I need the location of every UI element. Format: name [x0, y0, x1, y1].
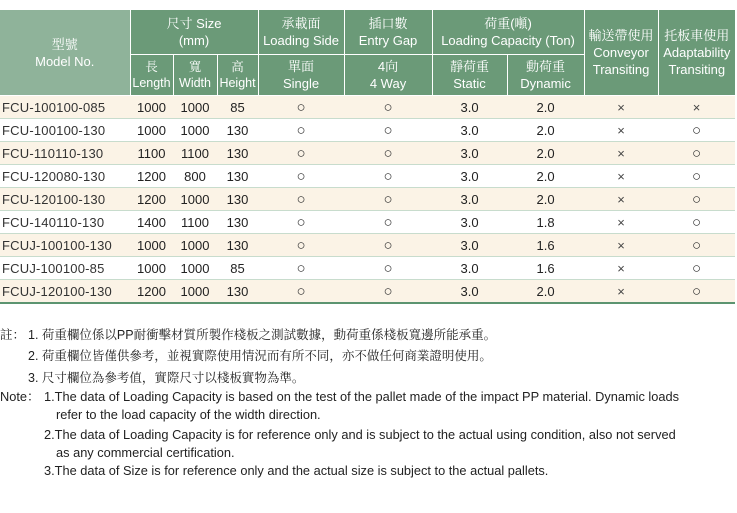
- cell-length: 1200: [130, 188, 173, 211]
- cell-4way: ○: [344, 234, 432, 257]
- header-dynamic-en: Dynamic: [520, 76, 571, 91]
- cell-length: 1000: [130, 96, 173, 119]
- cell-static: 3.0: [432, 211, 507, 234]
- cell-length: 1000: [130, 234, 173, 257]
- note-zh-3: 3. 尺寸欄位為參考值，實際尺寸以棧板實物為準。: [28, 371, 305, 385]
- cell-model: FCU-100100-085: [0, 96, 130, 119]
- header-4way-en: 4 Way: [369, 76, 407, 91]
- cell-model: FCU-120100-130: [0, 188, 130, 211]
- cell-single: ○: [258, 119, 344, 142]
- header-static-en: Static: [453, 76, 486, 91]
- cell-static: 3.0: [432, 96, 507, 119]
- cell-height: 130: [217, 165, 258, 188]
- header-width-en: Width: [179, 76, 211, 90]
- table-row: [0, 96, 735, 119]
- cell-adaptability: ○: [658, 119, 735, 142]
- table-row: [0, 142, 735, 165]
- header-loading-capacity: [432, 10, 584, 55]
- cell-conveyor: ×: [584, 188, 658, 211]
- header-entry-gap-en: Entry Gap: [358, 33, 418, 48]
- note-en-1-cont: refer to the load capacity of the width direction.: [56, 407, 321, 422]
- cell-static: 3.0: [432, 280, 507, 304]
- table-row: [0, 257, 735, 280]
- cell-model: FCUJ-120100-130: [0, 280, 130, 304]
- cell-adaptability: ○: [658, 188, 735, 211]
- cell-adaptability: ○: [658, 142, 735, 165]
- header-model-zh: 型號: [51, 36, 78, 52]
- cell-model: FCU-140110-130: [0, 211, 130, 234]
- cell-single: ○: [258, 211, 344, 234]
- header-model: [0, 10, 130, 96]
- cell-width: 1000: [173, 96, 217, 119]
- header-size-zh: 尺寸 Size: [166, 16, 222, 31]
- header-width-zh: 寬: [188, 60, 202, 74]
- header-loading-side: [258, 10, 344, 55]
- cell-adaptability: ○: [658, 257, 735, 280]
- header-height: [217, 55, 258, 96]
- note-zh-2: 2. 荷重欄位皆僅供參考，並視實際使用情況而有所不同，亦不做任何商業證明使用。: [28, 349, 492, 363]
- cell-conveyor: ×: [584, 280, 658, 304]
- header-adaptability-zh: 托板車使用: [664, 28, 730, 43]
- cell-dynamic: 1.8: [507, 211, 584, 234]
- cell-single: ○: [258, 257, 344, 280]
- cell-dynamic: 2.0: [507, 280, 584, 304]
- header-single: [258, 55, 344, 96]
- cell-adaptability: ○: [658, 211, 735, 234]
- cell-length: 1000: [130, 119, 173, 142]
- header-adaptability-en: Adaptability: [663, 45, 731, 60]
- note-en-2-cont: as any commercial certification.: [56, 445, 235, 460]
- cell-height: 130: [217, 142, 258, 165]
- cell-static: 3.0: [432, 234, 507, 257]
- cell-single: ○: [258, 165, 344, 188]
- cell-4way: ○: [344, 119, 432, 142]
- cell-dynamic: 2.0: [507, 142, 584, 165]
- table-row: [0, 234, 735, 257]
- cell-single: ○: [258, 142, 344, 165]
- note-en-3: 3.The data of Size is for reference only and the actual size is subject to the actual pallets.: [44, 463, 549, 478]
- cell-dynamic: 2.0: [507, 96, 584, 119]
- cell-conveyor: ×: [584, 257, 658, 280]
- header-dynamic-zh: 動荷重: [526, 59, 566, 74]
- cell-adaptability: ○: [658, 280, 735, 304]
- cell-adaptability: ×: [658, 96, 735, 119]
- cell-height: 130: [217, 188, 258, 211]
- cell-dynamic: 1.6: [507, 234, 584, 257]
- header-single-zh: 單面: [288, 59, 315, 74]
- table-body: [0, 96, 735, 304]
- cell-static: 3.0: [432, 257, 507, 280]
- header-model-en: Model No.: [35, 53, 95, 69]
- cell-length: 1100: [130, 142, 173, 165]
- cell-4way: ○: [344, 211, 432, 234]
- cell-single: ○: [258, 280, 344, 304]
- header-entry-gap-zh: 插口數: [368, 16, 408, 31]
- cell-static: 3.0: [432, 119, 507, 142]
- note-zh-prefix: 註：: [0, 328, 26, 342]
- cell-length: 1200: [130, 165, 173, 188]
- cell-height: 85: [217, 96, 258, 119]
- cell-width: 1000: [173, 280, 217, 304]
- note-zh-1: 1. 荷重欄位係以PP耐衝擊材質所製作棧板之測試數據，動荷重係棧板寬邊所能承重。: [28, 328, 497, 342]
- cell-adaptability: ○: [658, 234, 735, 257]
- cell-height: 130: [217, 119, 258, 142]
- cell-height: 85: [217, 257, 258, 280]
- cell-length: 1400: [130, 211, 173, 234]
- pallet-spec-table: [0, 10, 735, 304]
- header-length-zh: 長: [145, 60, 158, 74]
- cell-static: 3.0: [432, 165, 507, 188]
- header-size: [130, 10, 258, 55]
- note-en-1: 1.The data of Loading Capacity is based on the test of the pallet made of the impact PP material. Dynamic loads: [44, 389, 679, 404]
- header-loading-capacity-en: Loading Capacity (Ton): [441, 33, 575, 48]
- cell-conveyor: ×: [584, 165, 658, 188]
- cell-width: 1100: [173, 142, 217, 165]
- table-row: [0, 280, 735, 304]
- cell-width: 1000: [173, 119, 217, 142]
- cell-single: ○: [258, 188, 344, 211]
- header-width: [173, 55, 217, 96]
- cell-single: ○: [258, 96, 344, 119]
- cell-4way: ○: [344, 188, 432, 211]
- cell-width: 1000: [173, 257, 217, 280]
- cell-height: 130: [217, 280, 258, 304]
- cell-height: 130: [217, 211, 258, 234]
- header-conveyor: [584, 10, 658, 96]
- cell-4way: ○: [344, 280, 432, 304]
- cell-conveyor: ×: [584, 211, 658, 234]
- table-row: [0, 119, 735, 142]
- header-loading-side-en: Loading Side: [263, 33, 339, 48]
- cell-model: FCUJ-100100-130: [0, 234, 130, 257]
- cell-length: 1200: [130, 280, 173, 304]
- cell-width: 1000: [173, 188, 217, 211]
- header-static: [432, 55, 507, 96]
- header-conveyor-zh: 輸送帶使用: [588, 28, 654, 43]
- table-row: [0, 188, 735, 211]
- header-static-zh: 靜荷重: [450, 59, 490, 74]
- cell-conveyor: ×: [584, 119, 658, 142]
- header-height-en: Height: [219, 76, 256, 90]
- cell-dynamic: 2.0: [507, 119, 584, 142]
- cell-model: FCU-100100-130: [0, 119, 130, 142]
- note-en-2: 2.The data of Loading Capacity is for reference only and is subject to the actual using condition, also not served: [44, 427, 676, 442]
- cell-width: 1000: [173, 234, 217, 257]
- cell-4way: ○: [344, 96, 432, 119]
- cell-model: FCU-120080-130: [0, 165, 130, 188]
- header-loading-capacity-zh: 荷重(噸): [484, 16, 532, 31]
- cell-conveyor: ×: [584, 142, 658, 165]
- header-height-zh: 高: [231, 60, 244, 74]
- header-entry-gap: [344, 10, 432, 55]
- table-row: [0, 165, 735, 188]
- note-en-prefix: Note：: [0, 389, 40, 404]
- cell-adaptability: ○: [658, 165, 735, 188]
- header-conveyor-en: Conveyor: [593, 45, 649, 60]
- cell-height: 130: [217, 234, 258, 257]
- header-adaptability: [658, 10, 735, 96]
- header-adaptability-en2: Transiting: [668, 62, 726, 77]
- header-dynamic: [507, 55, 584, 96]
- header-4way-zh: 4向: [377, 59, 399, 74]
- header-length: [130, 55, 173, 96]
- header-single-en: Single: [282, 76, 320, 91]
- cell-4way: ○: [344, 142, 432, 165]
- cell-model: FCU-110110-130: [0, 142, 130, 165]
- table-header: [0, 10, 735, 96]
- cell-model: FCUJ-100100-85: [0, 257, 130, 280]
- header-conveyor-en2: Transiting: [592, 62, 650, 77]
- cell-4way: ○: [344, 257, 432, 280]
- cell-static: 3.0: [432, 188, 507, 211]
- cell-static: 3.0: [432, 142, 507, 165]
- cell-width: 800: [173, 165, 217, 188]
- header-loading-side-zh: 承載面: [281, 16, 321, 31]
- cell-4way: ○: [344, 165, 432, 188]
- cell-conveyor: ×: [584, 234, 658, 257]
- cell-width: 1100: [173, 211, 217, 234]
- table-row: [0, 211, 735, 234]
- header-size-unit: (mm): [178, 33, 210, 48]
- cell-dynamic: 2.0: [507, 188, 584, 211]
- header-4way: [344, 55, 432, 96]
- cell-dynamic: 1.6: [507, 257, 584, 280]
- header-length-en: Length: [132, 76, 171, 90]
- cell-single: ○: [258, 234, 344, 257]
- cell-conveyor: ×: [584, 96, 658, 119]
- cell-length: 1000: [130, 257, 173, 280]
- cell-dynamic: 2.0: [507, 165, 584, 188]
